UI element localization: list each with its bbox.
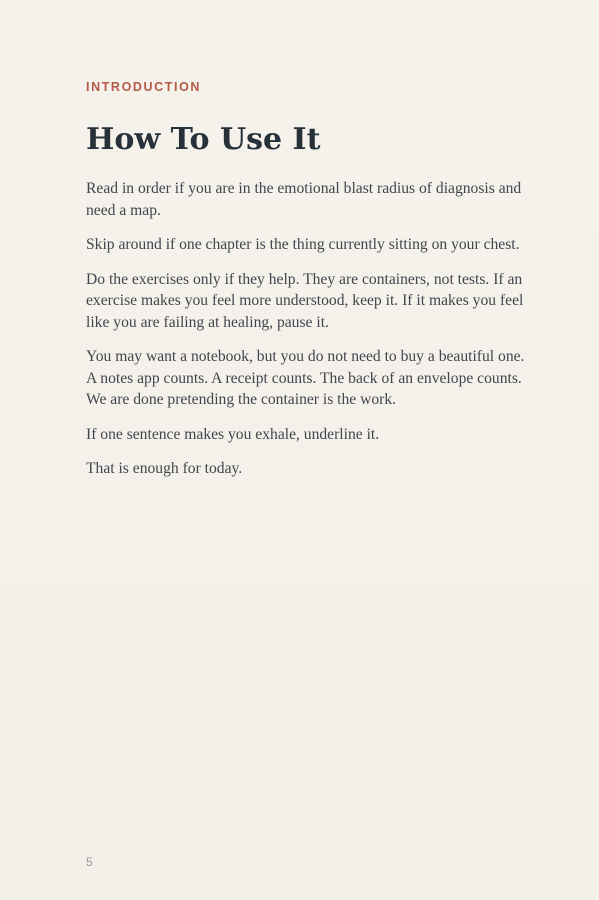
paragraph: That is enough for today. bbox=[86, 460, 243, 477]
page-title: How To Use It bbox=[86, 122, 321, 157]
paragraph: Read in order if you are in the emotional blast radius of diagnosis and need a map. bbox=[86, 180, 522, 219]
paragraph: If one sentence makes you exhale, underline it. bbox=[86, 425, 380, 443]
paragraph: Do the exercises only if they help. They are containers, not tests. If an exercise makes you feel more understood, keep it. If it makes you feel like you are failing at healing, pause it. bbox=[86, 270, 524, 331]
page-number: 5 bbox=[86, 855, 93, 869]
paragraph: Skip around if one chapter is the thing currently sitting on your chest. bbox=[86, 236, 520, 253]
section-label: INTRODUCTION bbox=[86, 80, 202, 94]
body-text bbox=[86, 178, 531, 493]
paragraph: You may want a notebook, but you do not need to buy a beautiful one. A notes app counts. A receipt counts. The back of an envelope counts. We are done pretending the container is the work. bbox=[86, 348, 525, 408]
